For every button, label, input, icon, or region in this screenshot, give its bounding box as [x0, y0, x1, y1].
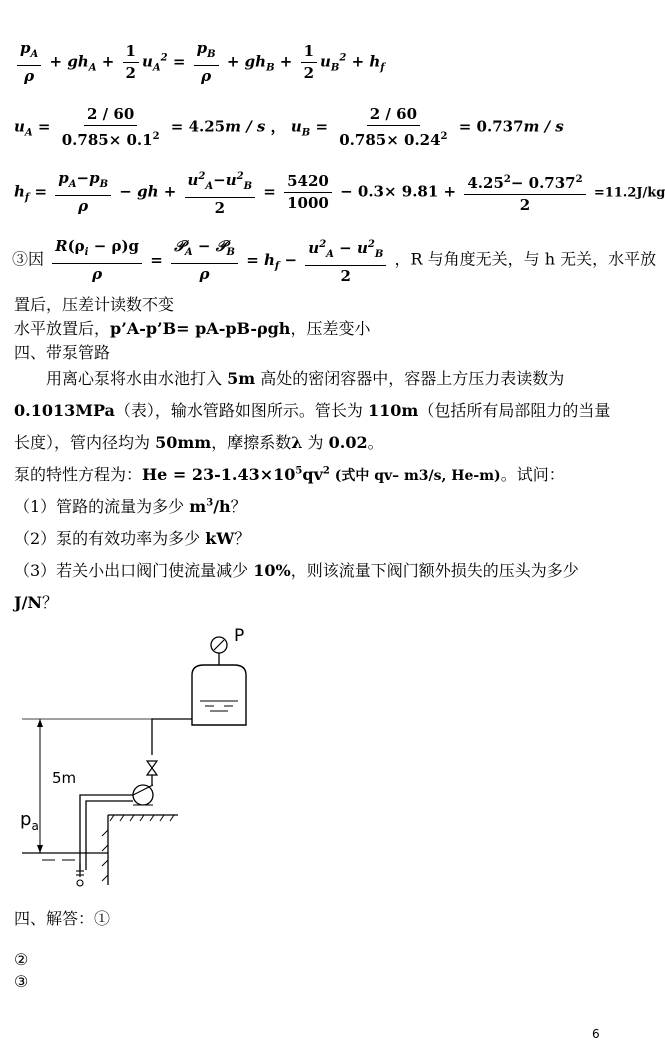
conclusion-line: 置后，压差计读数不变 — [14, 295, 175, 314]
part3-equation: ③因 $\frac{R(\rho_i - \rho)g}{\rho}$ = $\frac{𝒫_A - 𝒫_B}{\rho}$ = $h_f$ − $\frac{u^2_A - u^2_B}{2}$ ，R 与角度无关，与 h 无关，水平放 — [12, 237, 657, 285]
answer-2-label: ② — [14, 950, 29, 969]
bernoulli-equation: $\frac{p_A}{\rho}$ + $gh_A$ + $\frac{1}{2}$ $u_A^2$ = $\frac{p_B}{\rho}$ + $gh_B$ + $\frac{1}{2}$ $u_B^2 + h_f$ — [14, 40, 385, 85]
pump-icon — [133, 785, 153, 805]
question-2: （2）泵的有效功率为多少 kW？ — [14, 529, 251, 548]
valve-icon — [147, 761, 157, 768]
horizontal-note: 水平放置后，p’A-p’B= pA-pB-ρgh，压差变小 — [14, 319, 371, 338]
page-number: 6 — [592, 1027, 600, 1041]
velocity-equation: $u_A$ = $\frac{2 / 60}{0.785\times 0.1^2}$ = 4.25m / s ， $u_B$ = $\frac{2 / 60}{0.785\times 0.24^2}$ = 0.737m / s — [14, 105, 564, 149]
question-1: （1）管路的流量为多少 $m^3/h$？ — [14, 497, 247, 516]
gauge-label: P — [234, 626, 245, 646]
answer-3-label: ③ — [14, 972, 29, 991]
atm-pressure-label: $p_a$ — [20, 809, 39, 833]
friction-head-equation: $h_f$ = $\frac{p_A-p_B}{\rho}$ − gh + $\frac{u^2_A-u^2_B}{2}$ = $\frac{5420}{1000}$ − 0.3× 9.81 + $\frac{4.25^2- 0.737^2}{2}$ =11.2J/kg — [14, 169, 665, 217]
pump-characteristic: 泵的特性方程为：$He = 23-1.43\times 10^5qv^2$ (式中 qv– m3/s, He-m)。试问： — [14, 465, 565, 484]
question-3-cont: J/N？ — [14, 593, 59, 612]
question-3: （3）若关小出口阀门使流量减少 10%，则该流量下阀门额外损失的压头为多少 — [14, 561, 579, 580]
section-title: 四、带泵管路 — [14, 343, 111, 362]
pump-system-diagram — [0, 615, 320, 900]
problem-line-1: 用离心泵将水由水池打入 5m 高处的密闭容器中，容器上方压力表读数为 — [46, 369, 565, 388]
answer-label: 四、解答：① — [14, 909, 111, 928]
height-label: 5m — [52, 769, 77, 787]
problem-line-2: 0.1013MPa（表），输水管路如图所示。管长为 110m（包括所有局部阻力的当量 — [14, 401, 611, 420]
problem-line-3: 长度），管内径均为 50mm，摩擦系数λ 为 0.02。 — [14, 433, 384, 452]
closed-tank — [192, 665, 246, 725]
